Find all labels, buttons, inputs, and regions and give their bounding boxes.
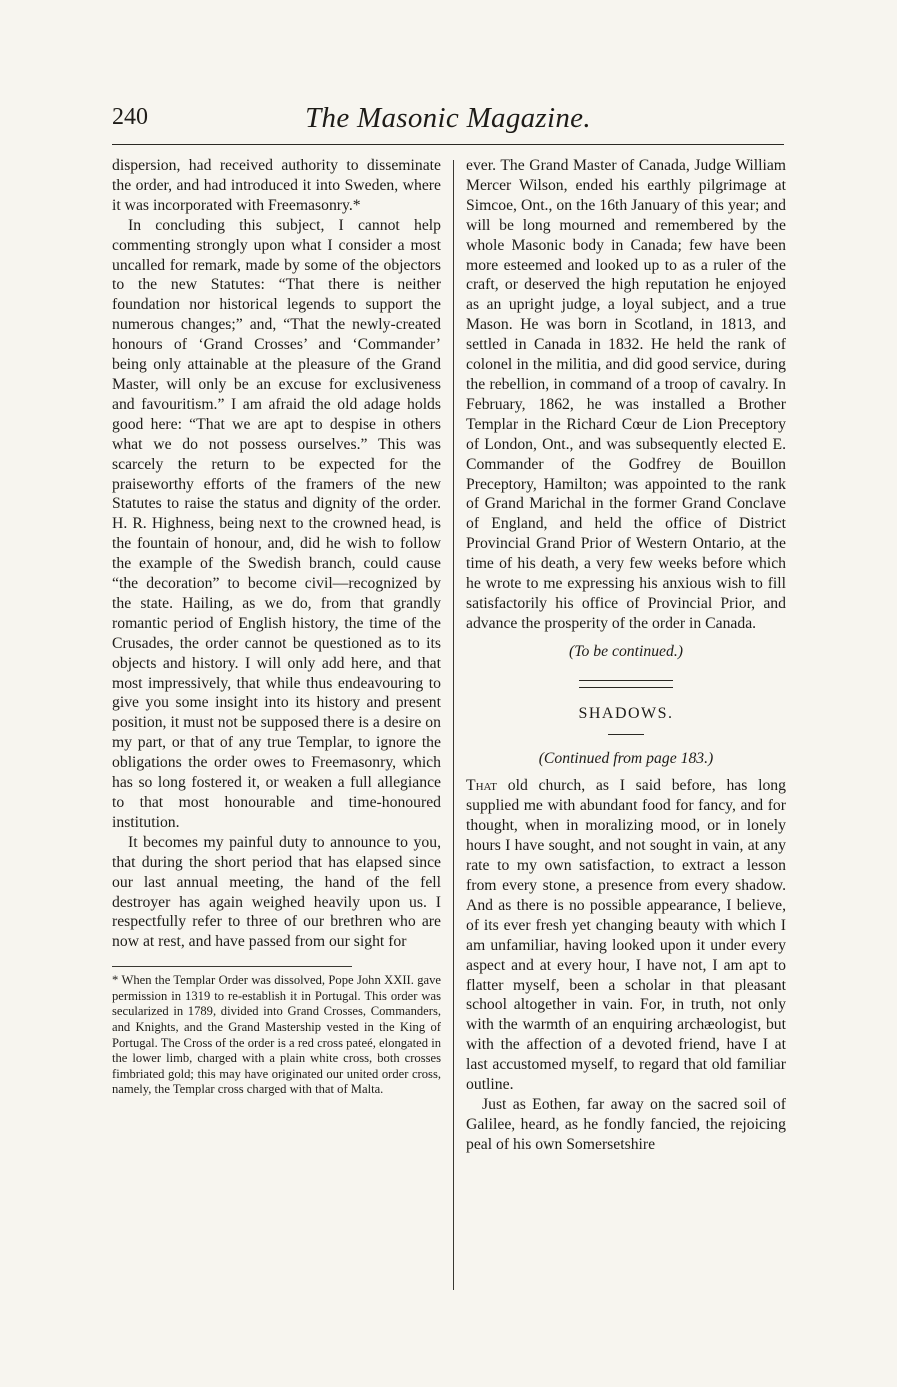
left-column (112, 156, 441, 1098)
section-divider (579, 680, 673, 688)
left-paragraph-1: dispersion, had received authority to disseminate the order, and had introduced it into Sweden, where it was incorporated with Freemasonry.* (112, 157, 441, 214)
drop-word: That (466, 777, 497, 795)
right-column (466, 156, 786, 1155)
page-header (112, 100, 784, 140)
column-divider (453, 160, 454, 1290)
continued-from: (Continued from page 183.) (538, 749, 714, 767)
page-number: 240 (112, 104, 148, 130)
right-paragraph-3: Just as Eothen, far away on the sacred soil of Galilee, heard, as he fondly fancied, the rejoicing peal of his own Somersetshire (466, 1095, 786, 1153)
title-rule (608, 734, 644, 735)
left-paragraph-2: In concluding this subject, I cannot help commenting strongly upon what I consider a most uncalled for remark, made by some of the objectors to the new Statutes: “That there is neither foundation nor historical legends to support the numerous changes;” and, “That the newly-created honours of ‘Grand Crosses’ and ‘Commander’ being only attainable at the pleasure of the Grand Master, will only be an excuse for exclusiveness and favouritism.” I am afraid the old adage holds good here: “That we are apt to despise in others what we do not possess ourselves.” This was scarcely the return to be expected for the praiseworthy efforts of the framers of the new Statutes to raise the status and dignity of the order. H. R. Highness, being next to the crowned head, is the fountain of honour, and, did he wish to follow the example of the Swedish branch, could cause “the decoration” to become civil—recognized by the state. Hailing, as we do, from that grandly romantic period of English history, the time of the Crusades, the order cannot be questioned as to its objects and history. I will only add here, and that most impressively, that while thus endeavouring to give you some insight into its history and present position, it must not be supposed there is a desire on my part, or that of any true Templar, to ignore the obligations the order owes to Freemasonry, which has so long fostered it, or weaken a full allegiance to that most honourable and time-honoured institution. (112, 216, 441, 831)
left-paragraph-3: It becomes my painful duty to announce to you, that during the short period that has elapsed since our last annual meeting, the hand of the fell destroyer has again weighed heavily upon us. I respectfully refer to three of our brethren who are now at rest, and have passed from our sight for (112, 833, 441, 951)
footnote: * When the Templar Order was dissolved, Pope John XXII. gave permission in 1319 to re-establish it in Portugal. This order was secularized in 1789, divided into Grand Crosses, Commanders, and Knights, and the Grand Mastership vested in the King of Portugal. The Cross of the order is a red cross pateé, elongated in the lower limb, charged with a plain white cross, both crosses fimbriated gold; this may have originated our united order cross, namely, the Templar cross charged with that of Malta. (112, 973, 441, 1097)
right-paragraph-2-text: old church, as I said before, has long supplied me with abundant food for fancy, and for thought, when in moralizing mood, or in lonely hours I have sought, and not sought in vain, at any rate to my own satisfaction, to extract a lesson from every stone, a presence from every shadow. And as there is no possible appearance, I believe, of its ever fresh yet changing beauty with which I am unfamiliar, having looked upon it under every aspect and at every hour, I have not, I am apt to flatter myself, been a scholar in that pleasant school altogether in vain. For, in truth, not only with the warmth of an enquiring archæologist, but with the affection of a devoted friend, have I at last accustomed myself, to regard that old familiar outline. (466, 777, 786, 1094)
header-rule (112, 144, 784, 145)
to-be-continued: (To be continued.) (568, 642, 683, 660)
footnote-rule (112, 966, 352, 967)
right-paragraph-1: ever. The Grand Master of Canada, Judge William Mercer Wilson, ended his earthly pilgrimage at Simcoe, Ont., on the 16th January of this year; and will be long mourned and remembered by the whole Masonic body in Canada; few have been more esteemed and looked up to as a ruler of the craft, or deserved the high reputation he enjoyed as an upright judge, a loyal subject, and a true Mason. He was born in Scotland, in 1813, and settled in Canada in 1832. He held the rank of colonel in the militia, and did good service, during the rebellion, in command of a troop of cavalry. In February, 1862, he was installed a Brother Templar in the Richard Cœur de Lion Preceptory of London, Ont., and was subsequently elected E. Commander of the Godfrey de Bouillon Preceptory, Hamilton; was appointed to the rank of Grand Marichal in the former Grand Conclave of England, and held the office of District Provincial Grand Prior of Western Ontario, at the time of his death, a very few weeks before which he wrote to me expressing his anxious wish to fill satisfactorily his office of Provincial Prior, and advance the prosperity of the order in Canada. (466, 157, 786, 632)
section-title: SHADOWS. (578, 704, 674, 722)
running-title: The Masonic Magazine. (305, 102, 591, 134)
right-paragraph-2 (466, 776, 786, 1095)
